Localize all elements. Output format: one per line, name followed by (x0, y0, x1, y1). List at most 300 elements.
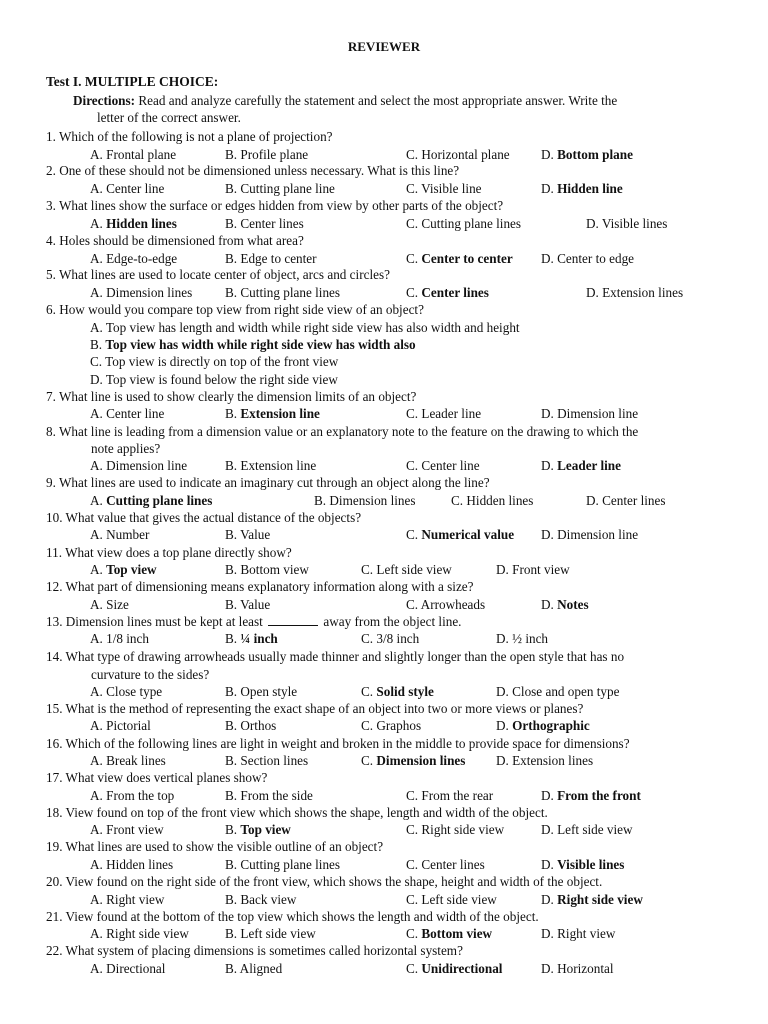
option-text: Left side view (421, 892, 497, 907)
option-text: Top view has length and width while right side view has also width and height (105, 320, 520, 335)
option-letter: D. (541, 857, 554, 872)
option-letter: C. (406, 406, 419, 421)
option-letter: C. (406, 527, 419, 542)
option-letter: B. (225, 181, 238, 196)
option-letter: B. (225, 527, 238, 542)
correct-answer-text: Dimension lines (376, 753, 466, 768)
option-c (406, 526, 514, 543)
correct-answer-text: Extension line (240, 406, 320, 421)
option-c (361, 683, 434, 700)
option-letter: C. (406, 251, 419, 266)
option-letter: B. (314, 493, 327, 508)
question-1 (46, 128, 333, 145)
question-number: 18. (46, 805, 63, 820)
option-text: 3/8 inch (376, 631, 420, 646)
question-number: 15. (46, 701, 63, 716)
option-letter: C. (406, 216, 419, 231)
option-c (406, 215, 521, 232)
question-22 (46, 942, 463, 959)
option-c (406, 457, 480, 474)
question-text-after: away from the object line. (323, 614, 462, 629)
question-number: 20. (46, 874, 63, 889)
option-a (90, 284, 192, 301)
option-text: Close type (106, 684, 163, 699)
option-letter: D. (541, 181, 554, 196)
question-number: 5. (46, 267, 56, 282)
option-text: Graphos (376, 718, 422, 733)
option-letter: B. (225, 147, 238, 162)
option-text: Cutting plane lines (421, 216, 522, 231)
option-letter: D. (541, 961, 554, 976)
question-text: How would you compare top view from right side view of an object? (59, 302, 424, 317)
option-text: Dimension line (557, 406, 639, 421)
question-text: Which of the following is not a plane of projection? (58, 129, 333, 144)
option-a (90, 215, 177, 232)
question-text: What value that gives the actual distance of the objects? (65, 510, 362, 525)
question-14 (46, 648, 624, 665)
option-text: Right side view (106, 926, 189, 941)
question-number: 4. (46, 233, 56, 248)
option-text: Extension lines (512, 753, 594, 768)
correct-answer-text: Hidden lines (106, 216, 177, 231)
option-text: Horizontal (557, 961, 614, 976)
question-11 (46, 544, 292, 561)
question-12 (46, 578, 474, 595)
correct-answer-text: Top view has width while right side view has width also (105, 337, 416, 352)
option-text: From the side (240, 788, 313, 803)
question-6 (46, 301, 424, 318)
question-19 (46, 838, 383, 855)
option-b (225, 717, 276, 734)
option-c (361, 561, 452, 578)
option-letter: A. (90, 285, 103, 300)
option-c (406, 960, 502, 977)
page-title: REVIEWER (347, 39, 421, 54)
correct-answer-text: Cutting plane lines (106, 493, 213, 508)
option-d (496, 752, 593, 769)
option-text: Extension lines (602, 285, 684, 300)
option-d (586, 492, 665, 509)
option-text: Leader line (421, 406, 482, 421)
option-a (90, 596, 129, 613)
option-a (90, 856, 173, 873)
option-text: Horizontal plane (421, 147, 510, 162)
option-letter: A. (90, 597, 103, 612)
question-text: What lines show the surface or edges hidden from view by other parts of the object? (58, 198, 504, 213)
option-text: Dimension line (106, 458, 188, 473)
option-b (225, 960, 282, 977)
option-letter: B. (225, 285, 238, 300)
correct-answer-text: Bottom plane (557, 147, 633, 162)
option-text: Extension line (240, 458, 317, 473)
question-text: What lines are used to locate center of object, arcs and circles? (58, 267, 390, 282)
option-letter: D. (496, 631, 509, 646)
option-letter: C. (406, 857, 419, 872)
option-text: Orthos (240, 718, 277, 733)
question-number: 6. (46, 302, 56, 317)
option-text: Size (106, 597, 129, 612)
option-letter: D. (496, 718, 509, 733)
directions (73, 92, 713, 126)
option-letter: A. (90, 892, 103, 907)
option-c (406, 250, 513, 267)
option-a (90, 457, 187, 474)
option-a (90, 250, 177, 267)
option-text: Cutting plane lines (240, 285, 341, 300)
option-letter: A. (90, 822, 103, 837)
question-number: 17. (46, 770, 63, 785)
option-letter: A. (90, 562, 103, 577)
option-c (406, 891, 497, 908)
option-text: Profile plane (240, 147, 309, 162)
option-b (225, 405, 320, 422)
option-letter: B. (225, 631, 238, 646)
option-letter: C. (406, 597, 419, 612)
question-2 (46, 162, 459, 179)
question-9 (46, 474, 490, 491)
option-c (406, 596, 485, 613)
option-letter: D. (541, 147, 554, 162)
option-a (90, 146, 176, 163)
option-d (541, 146, 633, 163)
option-letter: A. (90, 216, 103, 231)
question-text: What is the method of representing the exact shape of an object into two or more views or planes? (65, 701, 584, 716)
option-letter: C. (406, 285, 419, 300)
option-text: 1/8 inch (106, 631, 149, 646)
question-5 (46, 266, 390, 283)
option-d (541, 405, 638, 422)
option-b (225, 752, 308, 769)
option-letter: D. (496, 562, 509, 577)
option-letter: D. (541, 458, 554, 473)
option-d (541, 596, 589, 613)
option-letter: A. (90, 961, 103, 976)
question-number: 3. (46, 198, 56, 213)
option-d (541, 457, 621, 474)
option-a (90, 891, 164, 908)
option-letter: C. (406, 458, 419, 473)
question-number: 14. (46, 649, 63, 664)
question-text: What type of drawing arrowheads usually made thinner and slightly longer than the open style that has no (65, 649, 625, 664)
option-letter: A. (90, 857, 103, 872)
correct-answer-text: Top view (240, 822, 291, 837)
option-text: Hidden lines (106, 857, 174, 872)
correct-answer-text: Center to center (421, 251, 513, 266)
option-letter: A. (90, 527, 103, 542)
option-text: Arrowheads (420, 597, 486, 612)
option-text: Center line (106, 181, 165, 196)
option-d (586, 284, 683, 301)
option-letter: C. (406, 892, 419, 907)
option-d (541, 787, 641, 804)
option-letter: D. (586, 216, 599, 231)
question-text: What lines are used to indicate an imaginary cut through an object along the line? (58, 475, 490, 490)
option-letter: A. (90, 926, 103, 941)
option-c (361, 717, 421, 734)
question-number: 10. (46, 510, 63, 525)
option-letter: B. (90, 337, 103, 352)
option-letter: B. (225, 822, 238, 837)
option-d (90, 371, 338, 388)
option-text: Edge-to-edge (106, 251, 178, 266)
option-b (225, 284, 340, 301)
question-number: 13. (46, 614, 63, 629)
option-letter: B. (225, 892, 238, 907)
option-letter: A. (90, 493, 103, 508)
option-text: Close and open type (512, 684, 620, 699)
question-text: View found at the bottom of the top view which shows the length and width of the object. (65, 909, 539, 924)
question-number: 12. (46, 579, 63, 594)
option-text: Visible line (421, 181, 482, 196)
option-text: Number (106, 527, 150, 542)
correct-answer-text: Center lines (421, 285, 489, 300)
option-letter: C. (406, 822, 419, 837)
option-b (225, 630, 278, 647)
option-letter: D. (541, 926, 554, 941)
option-letter: D. (496, 684, 509, 699)
option-letter: D. (586, 285, 599, 300)
option-text: Value (240, 597, 271, 612)
option-b (225, 526, 270, 543)
option-d (541, 526, 638, 543)
option-text: Front view (512, 562, 570, 577)
option-letter: A. (90, 718, 103, 733)
option-text: Hidden lines (466, 493, 534, 508)
option-text: Center lines (421, 857, 485, 872)
question-8 (46, 423, 638, 440)
option-letter: A. (90, 684, 103, 699)
question-continuation: note applies? (91, 441, 161, 456)
option-text: From the top (106, 788, 175, 803)
option-text: Edge to center (240, 251, 317, 266)
option-letter: C. (406, 147, 419, 162)
question-17 (46, 769, 267, 786)
option-letter: C. (361, 684, 374, 699)
question-text: What system of placing dimensions is sometimes called horizontal system? (65, 943, 463, 958)
option-c (406, 405, 481, 422)
option-letter: D. (586, 493, 599, 508)
option-letter: B. (225, 926, 238, 941)
correct-answer-text: Notes (557, 597, 589, 612)
option-d (541, 891, 643, 908)
question-10 (46, 509, 361, 526)
option-a (90, 561, 157, 578)
option-text: Dimension lines (106, 285, 193, 300)
correct-answer-text: Top view (106, 562, 157, 577)
option-c (361, 630, 419, 647)
correct-answer-text: Visible lines (557, 857, 625, 872)
option-letter: C. (406, 788, 419, 803)
option-letter: A. (90, 458, 103, 473)
option-d (496, 717, 590, 734)
option-b (225, 925, 316, 942)
option-letter: C. (361, 753, 374, 768)
option-a (90, 492, 212, 509)
option-b (225, 561, 309, 578)
option-b (225, 683, 297, 700)
option-text: Aligned (239, 961, 283, 976)
option-text: ½ inch (512, 631, 549, 646)
option-b (225, 787, 313, 804)
option-d (541, 856, 624, 873)
option-letter: D. (541, 597, 554, 612)
option-letter: B. (225, 406, 238, 421)
option-text: Center line (106, 406, 165, 421)
question-21 (46, 908, 539, 925)
correct-answer-text: Right side view (557, 892, 643, 907)
option-letter: C. (361, 631, 374, 646)
option-letter: D. (541, 406, 554, 421)
directions-label: Directions: (73, 93, 136, 108)
option-letter: B. (225, 718, 238, 733)
option-d (586, 215, 667, 232)
option-b (314, 492, 415, 509)
option-letter: B. (225, 458, 238, 473)
question-text: View found on top of the front view which shows the shape, length and width of the object. (65, 805, 548, 820)
correct-answer-text: Unidirectional (421, 961, 503, 976)
option-letter: D. (541, 822, 554, 837)
option-letter: B. (225, 857, 238, 872)
option-letter: C. (406, 926, 419, 941)
question-number: 11. (46, 545, 62, 560)
question-number: 8. (46, 424, 56, 439)
option-d (541, 960, 614, 977)
option-text: Right view (557, 926, 616, 941)
question-3 (46, 197, 503, 214)
correct-answer-text: Orthographic (512, 718, 590, 733)
question-7 (46, 388, 416, 405)
question-text: One of these should not be dimensioned unless necessary. What is this line? (59, 163, 460, 178)
option-text: Value (240, 527, 271, 542)
option-text: Directional (106, 961, 166, 976)
option-c (90, 353, 338, 370)
option-text: Pictorial (106, 718, 151, 733)
option-d (541, 180, 623, 197)
option-letter: A. (90, 753, 103, 768)
option-text: Right view (106, 892, 165, 907)
option-b (225, 250, 317, 267)
question-18 (46, 804, 548, 821)
option-letter: D. (541, 788, 554, 803)
option-text: Back view (240, 892, 297, 907)
option-letter: B. (225, 562, 238, 577)
option-a (90, 752, 166, 769)
question-number: 21. (46, 909, 63, 924)
option-text: Bottom view (240, 562, 309, 577)
question-number: 16. (46, 736, 63, 751)
option-text: Dimension line (557, 527, 639, 542)
option-text: Open style (240, 684, 298, 699)
question-number: 19. (46, 839, 63, 854)
option-d (541, 250, 634, 267)
option-text: Left side view (240, 926, 316, 941)
option-text: Break lines (106, 753, 166, 768)
option-text: Top view is found below the right side view (105, 372, 338, 387)
option-text: Cutting plane line (240, 181, 335, 196)
question-text: Which of the following lines are light in weight and broken in the middle to provide space for dimensions? (65, 736, 630, 751)
option-a (90, 821, 164, 838)
option-letter: C. (406, 961, 419, 976)
correct-answer-text: Solid style (376, 684, 434, 699)
question-text: What lines are used to show the visible outline of an object? (65, 839, 384, 854)
option-letter: B. (225, 961, 238, 976)
question-text: What view does vertical planes show? (65, 770, 268, 785)
option-c (406, 180, 482, 197)
option-text: From the rear (421, 788, 494, 803)
option-letter: A. (90, 788, 103, 803)
question-number: 2. (46, 163, 56, 178)
option-b (225, 146, 308, 163)
option-letter: D. (541, 527, 554, 542)
option-c (406, 146, 510, 163)
question-15 (46, 700, 583, 717)
option-c (406, 856, 485, 873)
correct-answer-text: ¼ inch (240, 631, 278, 646)
option-letter: A. (90, 320, 103, 335)
option-b (225, 457, 316, 474)
question-text: Dimension lines must be kept at least (65, 614, 263, 629)
question-text: What part of dimensioning means explanatory information along with a size? (65, 579, 474, 594)
option-letter: C. (406, 181, 419, 196)
option-c (451, 492, 533, 509)
option-letter: B. (225, 684, 238, 699)
option-b (225, 821, 291, 838)
option-text: Cutting plane lines (240, 857, 341, 872)
option-letter: C. (361, 562, 374, 577)
option-letter: B. (225, 251, 238, 266)
option-a (90, 717, 151, 734)
option-letter: C. (361, 718, 374, 733)
option-a (90, 405, 164, 422)
option-letter: B. (225, 216, 238, 231)
option-b (225, 856, 340, 873)
option-letter: B. (225, 753, 238, 768)
option-c (406, 284, 489, 301)
correct-answer-text: From the front (557, 788, 641, 803)
correct-answer-text: Numerical value (421, 527, 515, 542)
option-text: Center lines (602, 493, 666, 508)
option-a (90, 526, 149, 543)
question-text: Holes should be dimensioned from what area? (59, 233, 304, 248)
directions-text-line1: Read and analyze carefully the statement and select the most appropriate answer. Write the (138, 93, 618, 108)
question-continuation: curvature to the sides? (91, 667, 210, 682)
option-c (406, 925, 492, 942)
option-b (225, 596, 270, 613)
option-b (90, 336, 416, 353)
option-letter: A. (90, 251, 103, 266)
question-number: 9. (46, 475, 56, 490)
option-letter: B. (225, 788, 238, 803)
correct-answer-text: Bottom view (421, 926, 493, 941)
option-d (496, 630, 548, 647)
option-d (541, 821, 633, 838)
option-text: Center line (421, 458, 480, 473)
option-text: Section lines (240, 753, 309, 768)
option-a (90, 683, 162, 700)
option-letter: A. (90, 406, 103, 421)
option-text: Center to edge (557, 251, 635, 266)
option-letter: D. (541, 892, 554, 907)
question-number: 22. (46, 943, 63, 958)
option-text: Right side view (421, 822, 505, 837)
option-text: Center lines (240, 216, 304, 231)
option-text: Dimension lines (329, 493, 416, 508)
option-text: Top view is directly on top of the front view (105, 354, 339, 369)
option-a (90, 630, 149, 647)
directions-text-line2: letter of the correct answer. (97, 110, 241, 125)
option-letter: B. (225, 597, 238, 612)
option-a (90, 180, 164, 197)
